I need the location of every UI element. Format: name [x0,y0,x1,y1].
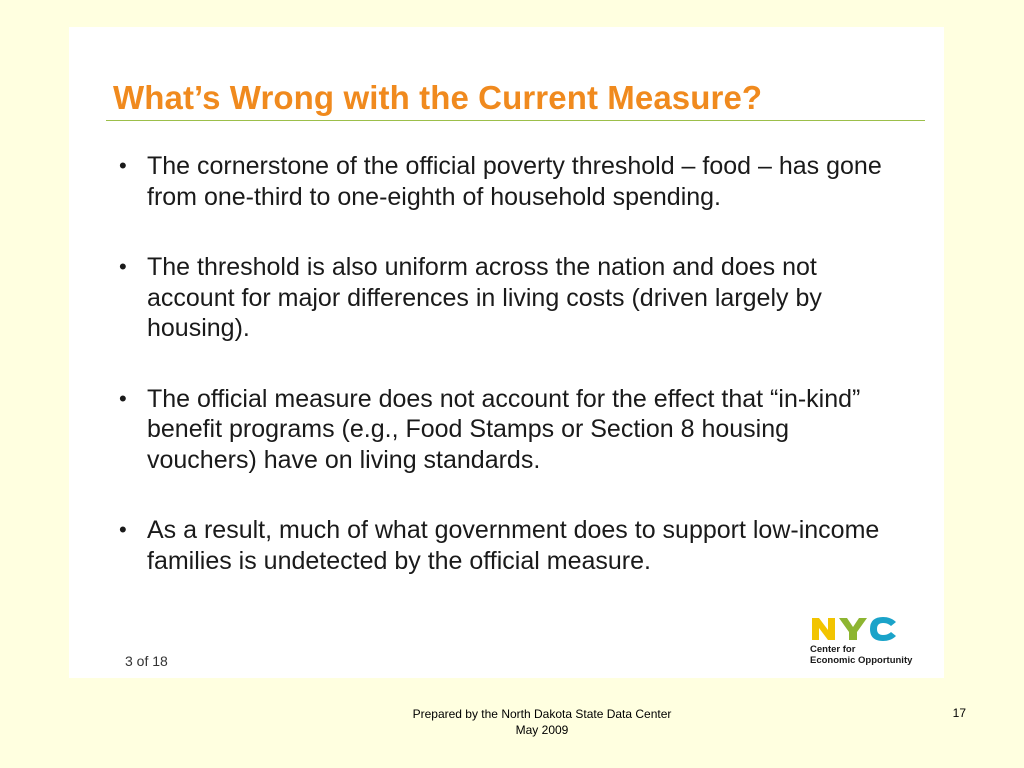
bullet-item [119,384,899,476]
footer-credit [370,706,714,738]
slide-page-number: 17 [952,706,966,720]
slide-title: What’s Wrong with the Current Measure? [113,79,763,116]
nyc-logo-mark-icon [810,614,900,642]
logo-line-2: Economic Opportunity [810,655,913,666]
bullet-text: The cornerstone of the official poverty threshold – food – has gone from one-third to one-eighth of household spending. [147,152,882,211]
bullet-dot-icon: • [119,153,127,178]
bullet-text: The threshold is also uniform across the nation and does not account for major differences in living costs (driven largely by housing). [147,253,822,342]
bullet-list [119,151,899,616]
bullet-item [119,515,899,576]
inner-page-number: 3 of 18 [125,653,168,669]
bullet-text: As a result, much of what government does to support low-income families is undetected by the official measure. [147,516,880,575]
bullet-dot-icon: • [119,385,127,411]
bullet-dot-icon: • [119,517,127,542]
logo-caption [810,644,924,666]
footer-line-2: May 2009 [515,723,569,737]
bullet-text: The official measure does not account for the effect that “in-kind” benefit programs (e.g., Food Stamps or Section 8 housing vouchers) have on living standards. [147,384,861,474]
bullet-item [119,151,899,212]
logo-line-1: Center for [810,644,856,655]
embedded-slide-image [69,27,944,678]
bullet-item [119,252,899,344]
title-divider [106,120,925,121]
bullet-dot-icon: • [119,254,127,279]
nyc-logo [810,614,924,670]
footer-line-1: Prepared by the North Dakota State Data Center [412,707,672,721]
